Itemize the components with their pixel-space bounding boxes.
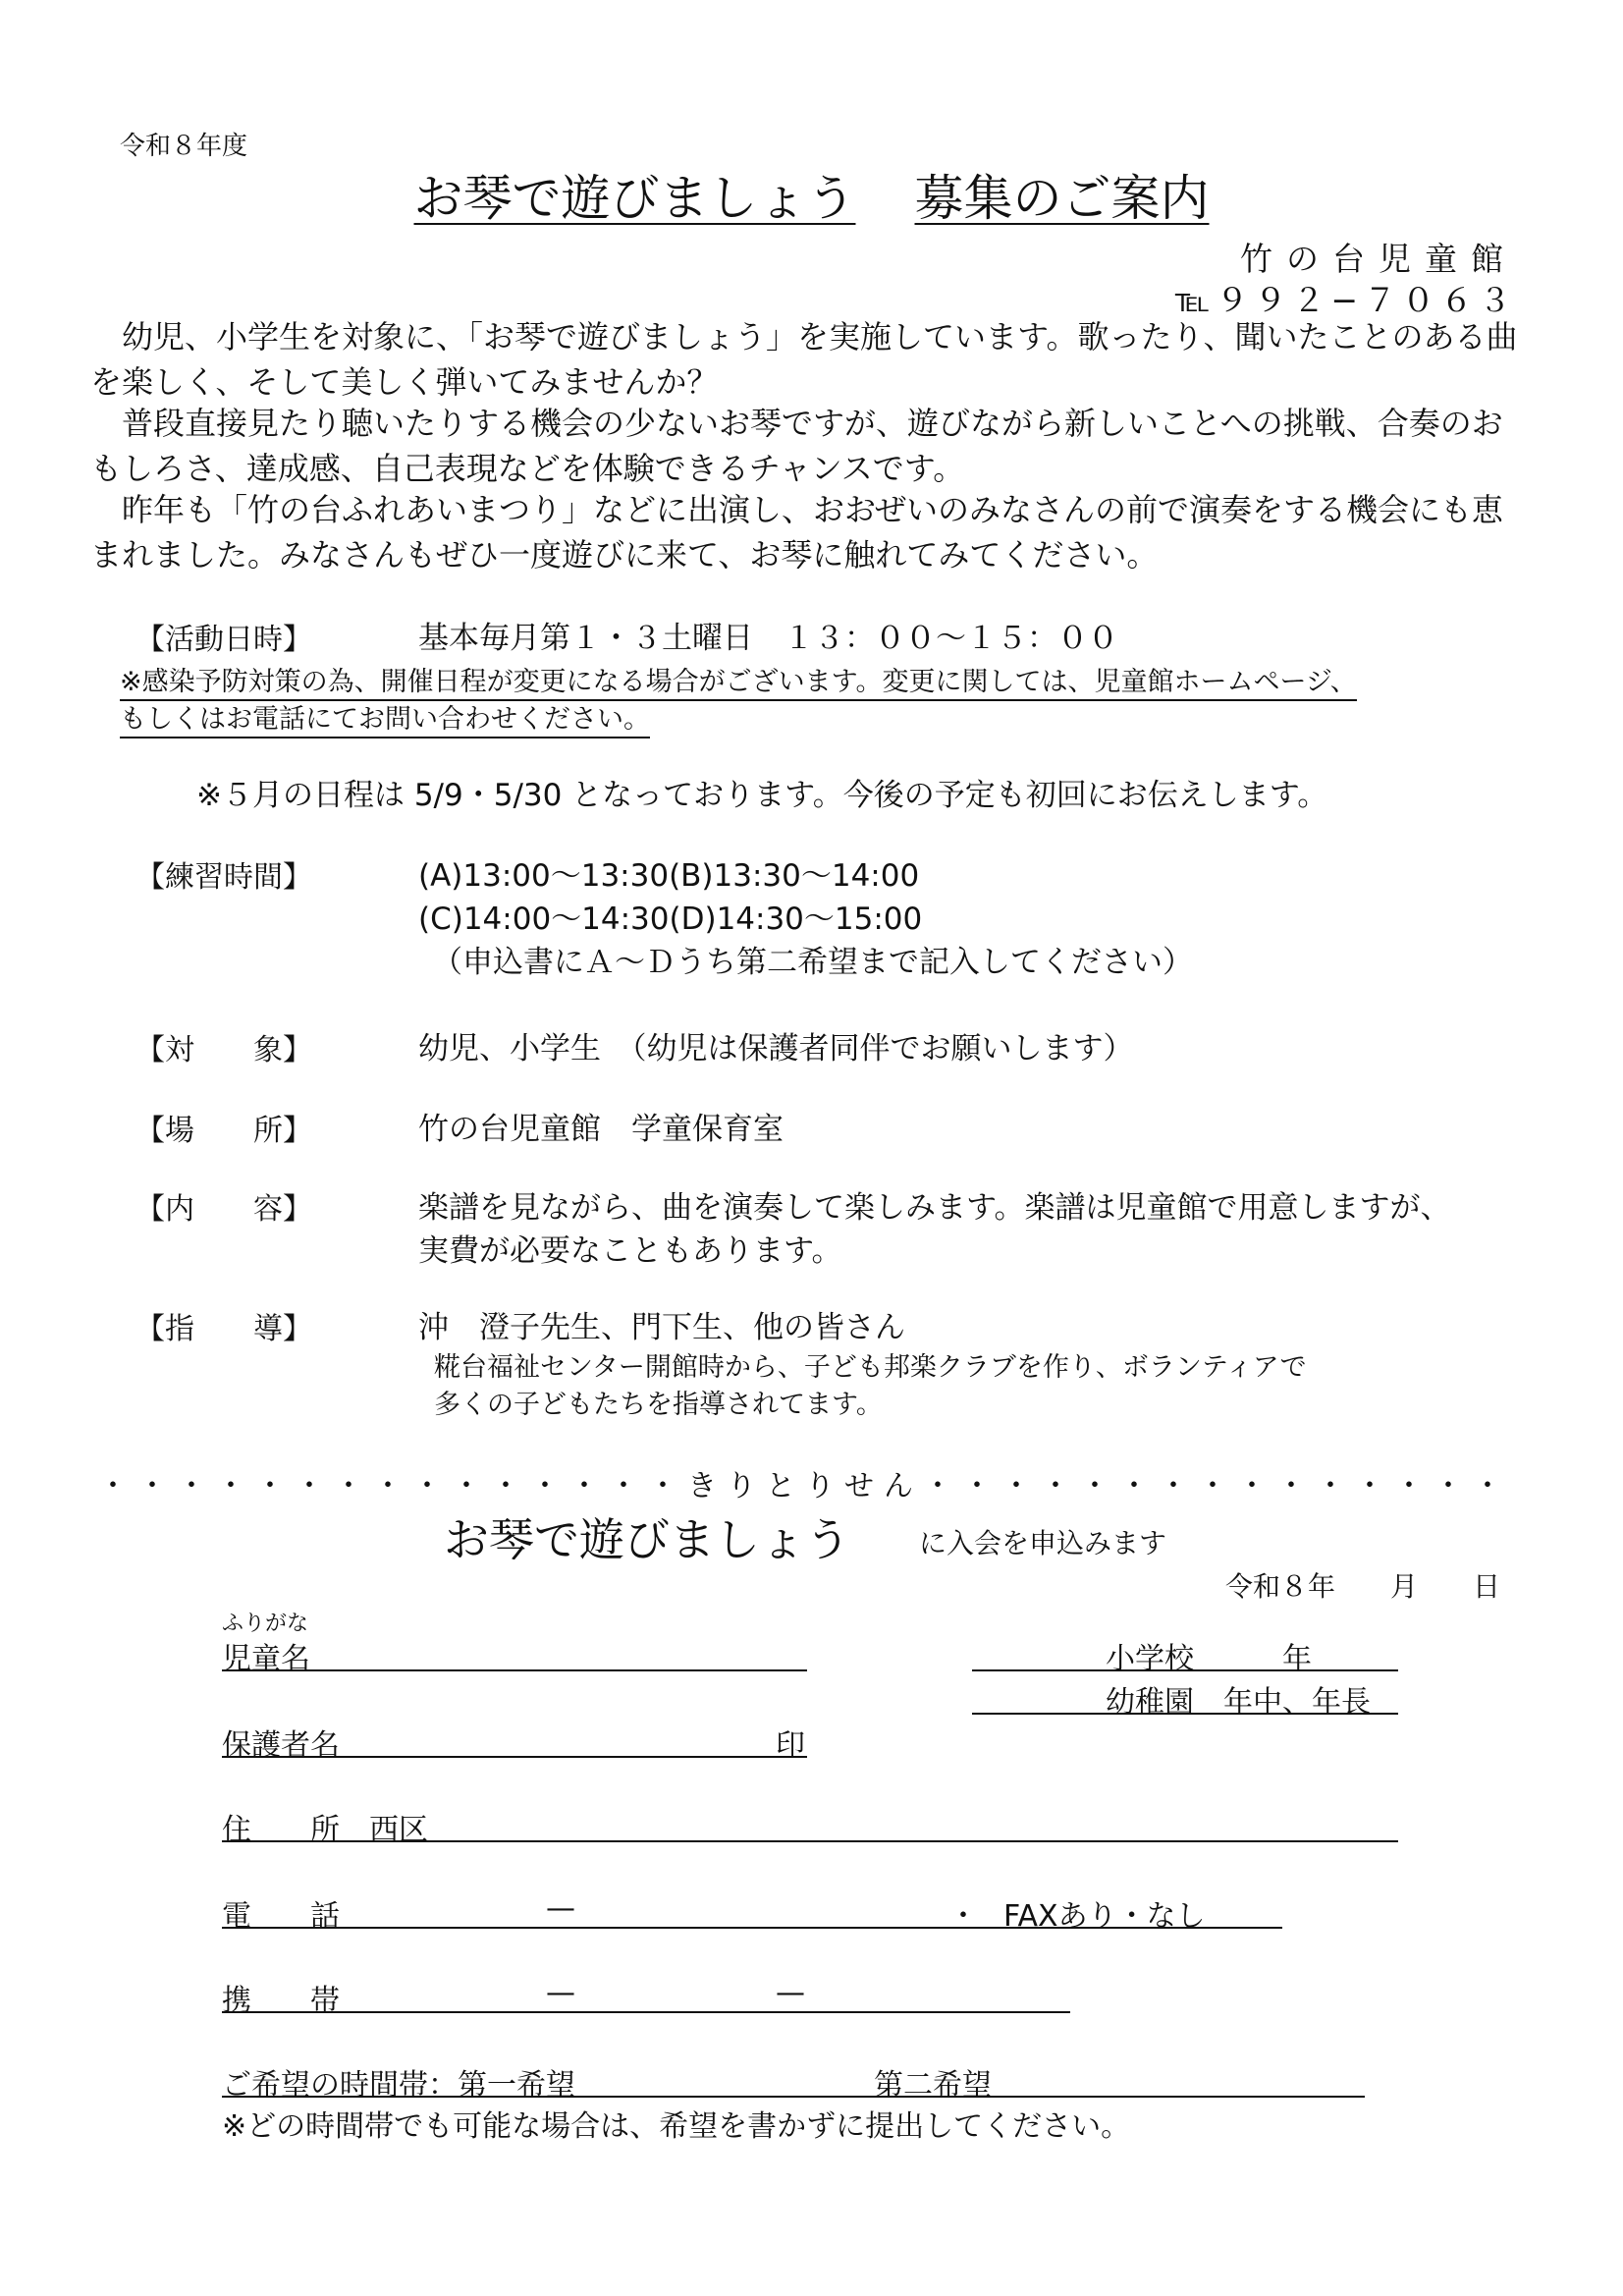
kindergarten-field[interactable] — [972, 1713, 1398, 1715]
kindergarten-label: 幼稚園 年中、年長 — [1106, 1685, 1371, 1720]
preference-field[interactable] — [222, 2096, 1365, 2098]
instructor-sub-1: 糀台福祉センター開館時から、子ども邦楽クラブを作り、ボランティアで — [434, 1352, 1307, 1383]
cut-line: ・・・・・・・・・・・・・・・きりとりせん・・・・・・・・・・・・・・・ — [98, 1469, 1512, 1503]
content-line-2: 実費が必要なこともあります。 — [418, 1233, 842, 1269]
address-label: 住 所 西区 — [222, 1813, 428, 1847]
organization-name: 竹の台児童館 — [1240, 240, 1517, 278]
intro-paragraph-1: 幼児、小学生を対象に、「お琴で遊びましょう」を実施しています。歌ったり、聞いたことのある曲を楽しく、そして美しく弾いてみませんか？ — [90, 318, 1518, 401]
second-preference-label: 第二希望 — [874, 2068, 992, 2103]
form-note: ※どの時間帯でも可能な場合は、希望を書かずに提出してください。 — [222, 2109, 1131, 2144]
year-label: 令和８年度 — [120, 132, 248, 161]
title-main: お琴で遊びましょう — [413, 170, 856, 227]
practice-line-2: (C)14:00〜14:30(D)14:30〜15:00 — [418, 902, 923, 937]
address-field[interactable] — [222, 1840, 1398, 1842]
content-line-1: 楽譜を見ながら、曲を演奏して楽しみます。楽譜は児童館で用意しますが、 — [418, 1190, 1451, 1226]
phone-field[interactable] — [222, 1927, 1282, 1929]
form-date: 令和８年 月 日 — [1225, 1570, 1501, 1603]
practice-line-1: (A)13:00〜13:30(B)13:30〜14:00 — [418, 858, 920, 894]
first-preference-label: ご希望の時間帯：第一希望 — [222, 2068, 575, 2103]
furigana-label: ふりがな — [222, 1612, 309, 1636]
schedule-label: 【活動日時】 — [135, 623, 312, 657]
target-label: 【対 象】 — [135, 1033, 312, 1067]
mobile-dash-1: — — [546, 1976, 575, 2010]
place-value: 竹の台児童館 学童保育室 — [418, 1112, 784, 1147]
intro-paragraph-3: 昨年も「竹の台ふれあいまつり」などに出演し、おおぜいのみなさんの前で演奏をする機会にも恵まれました。みなさんもぜひ一度遊びに来て、お琴に触れてみてください。 — [90, 491, 1504, 574]
page-title — [0, 159, 1623, 230]
instructor-value: 沖 澄子先生、門下生、他の皆さん — [418, 1310, 905, 1345]
form-title: お琴で遊びましょう — [444, 1513, 850, 1566]
mobile-field[interactable] — [222, 2011, 1070, 2013]
practice-line-3: （申込書にＡ〜Ｄうち第二希望まで記入してください） — [432, 945, 1193, 980]
phone-dash: — — [546, 1891, 575, 1926]
instructor-label: 【指 導】 — [135, 1312, 312, 1346]
instructor-sub-2: 多くの子どもたちを指導されてます。 — [434, 1390, 883, 1420]
fax-option[interactable]: FAXあり・なし — [1003, 1899, 1206, 1934]
seal-label: 印 — [776, 1728, 805, 1763]
school-label: 小学校 年 — [1106, 1642, 1312, 1676]
phone-label: 電 話 — [222, 1899, 340, 1934]
school-grade-field[interactable] — [972, 1669, 1398, 1671]
form-title-suffix: に入会を申込みます — [919, 1527, 1167, 1559]
child-name-field[interactable] — [222, 1669, 807, 1671]
schedule-value: 基本毎月第１・３土曜日 １３：００〜１５：００ — [418, 621, 1118, 656]
schedule-note-1: ※感染予防対策の為、開催日程が変更になる場合がございます。変更に関しては、児童館ホームページ、 — [120, 660, 1357, 698]
guardian-name-label: 保護者名 — [222, 1728, 340, 1763]
mobile-dash-2: — — [776, 1976, 805, 2010]
place-label: 【場 所】 — [135, 1114, 312, 1148]
schedule-note-2: もしくはお電話にてお問い合わせください。 — [120, 697, 650, 736]
practice-label: 【練習時間】 — [135, 860, 312, 895]
guardian-name-field[interactable] — [222, 1756, 807, 1758]
intro-paragraph-2: 普段直接見たり聴いたりする機会の少ないお琴ですが、遊びながら新しいことへの挑戦、合奏のおもしろさ、達成感、自己表現などを体験できるチャンスです。 — [90, 405, 1503, 487]
title-sub: 募集のご案内 — [914, 170, 1210, 227]
content-label: 【内 容】 — [135, 1192, 312, 1227]
mobile-label: 携 帯 — [222, 1984, 340, 2018]
may-schedule-note: ※５月の日程は 5/9・5/30 となっております。今後の予定も初回にお伝えします。 — [196, 778, 1328, 813]
target-value: 幼児、小学生 （幼児は保護者同伴でお願いします） — [418, 1031, 1134, 1066]
phone-fax-separator: ・ — [948, 1899, 978, 1934]
child-name-label: 児童名 — [222, 1642, 310, 1676]
telephone: ℡９９２−７０６３ — [1174, 281, 1517, 319]
